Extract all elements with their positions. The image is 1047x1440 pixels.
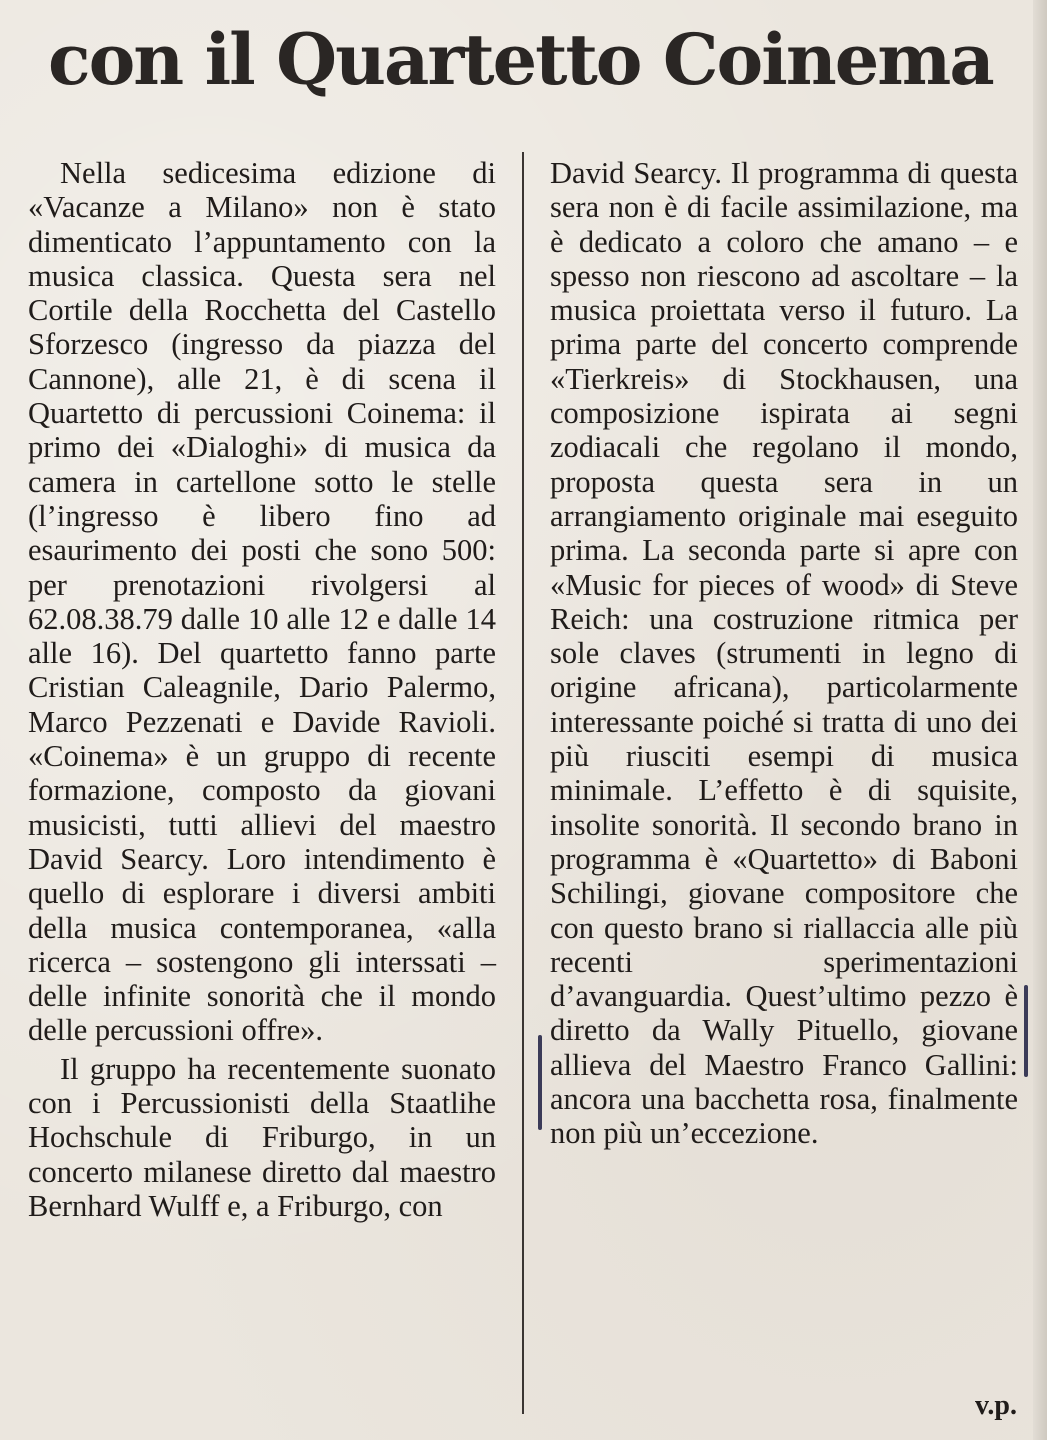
article-left-column bbox=[28, 156, 496, 1223]
author-signature: v.p. bbox=[974, 1390, 1017, 1421]
headline: con il Quartetto Coinema bbox=[48, 18, 993, 101]
paragraph: David Searcy. Il programma di questa sera non è di facile assimilazione, ma è dedicato a coloro che amano – e spesso non riescono ad ascoltare – la musica proiettata verso il futuro. La prima parte del concerto comprende «Tierkreis» di Stockhausen, una composizione ispirata ai segni zodiacali che regolano il mondo, proposta questa sera in un arrangiamento originale mai eseguito prima. La seconda parte si apre con «Music for pieces of wood» di Steve Reich: una costruzione ritmica per sole claves (strumenti in legno di origine africana), particolarmente interessante poiché si tratta di uno dei più riusciti esempi di musica minimale. L’effetto è di squisite, insolite sonorità. Il secondo brano in programma è «Quartetto» di Baboni Schilingi, giovane compositore che con questo brano si riallaccia alle più recenti sperimentazioni d’avanguardia. Quest’ultimo pezzo è diretto da Wally Pituello, giovane allieva del Maestro Franco Gallini: ancora una bacchetta rosa, finalmente non più un’eccezione. bbox=[550, 156, 1018, 1151]
pen-bracket-mark bbox=[538, 1035, 542, 1130]
paragraph: Il gruppo ha recentemente suonato con i Percussionisti della Staatlihe Hochschule di Friburgo, in un concerto milanese diretto dal maestro Bernhard Wulff e, a Friburgo, con bbox=[28, 1051, 496, 1223]
paragraph: Nella sedicesima edizione di «Vacanze a Milano» non è stato dimenticato l’appuntamento con la musica classica. Questa sera nel Cortile della Rocchetta del Castello Sforzesco (ingresso da piazza del Cannone), alle 21, è di scena il Quartetto di percussioni Coinema: il primo dei «Dialoghi» di musica da camera in cartellone sotto le stelle (l’ingresso è libero fino ad esaurimento dei posti che sono 500: per prenotazioni rivolgersi al 62.08.38.79 dalle 10 alle 12 e dalle 14 alle 16). Del quartetto fanno parte Cristian Caleagnile, Dario Palermo, Marco Pezzenati e Davide Ravioli. «Coinema» è un gruppo di recente formazione, composto da giovani musicisti, tutti allievi del maestro David Searcy. Loro intendimento è quello di esplorare i diversi ambiti della musica contemporanea, «alla ricerca – sostengono gli interssati – delle infinite sonorità che il mondo delle percussioni offre». bbox=[28, 156, 496, 1048]
article-right-column bbox=[550, 156, 1018, 1151]
pen-bracket-mark bbox=[1024, 985, 1028, 1077]
column-divider bbox=[522, 152, 524, 1414]
page-edge bbox=[1033, 0, 1047, 1440]
